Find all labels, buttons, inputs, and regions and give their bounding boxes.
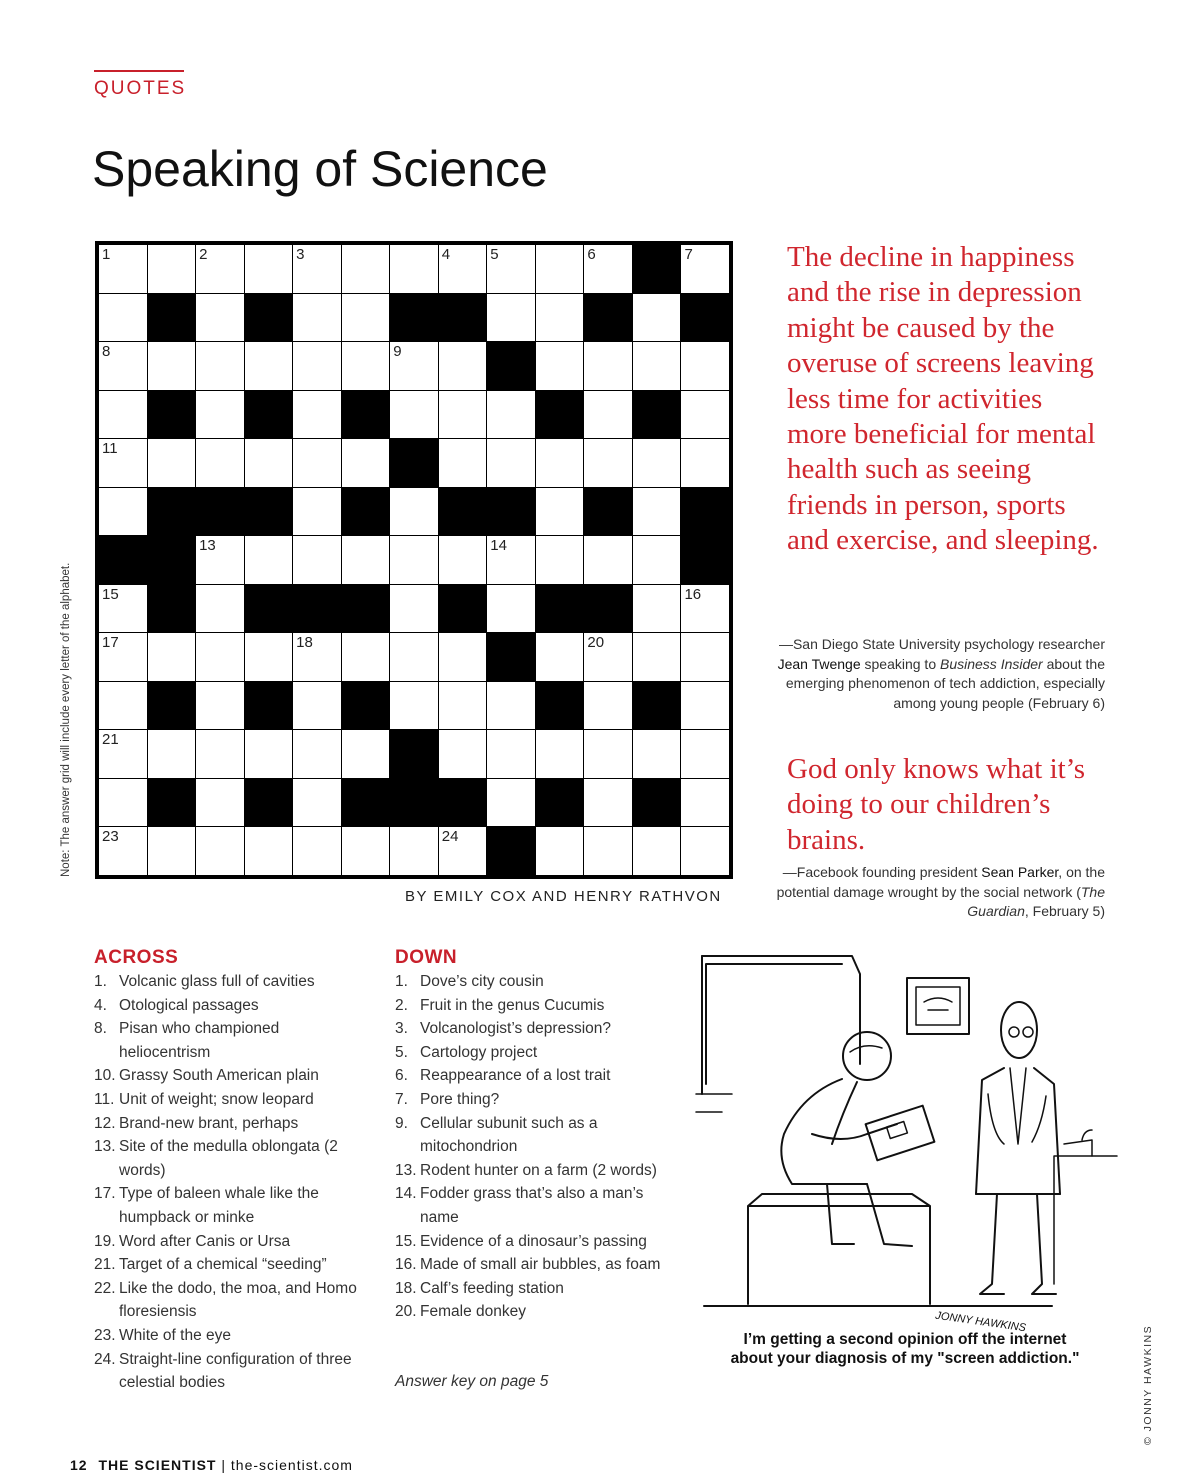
grid-cell[interactable] [390,536,438,584]
grid-cell[interactable] [536,245,584,293]
grid-cell[interactable] [293,536,341,584]
grid-cell[interactable] [390,245,438,293]
across-clue: 11. Unit of weight; snow leopard [94,1090,314,1108]
grid-cell[interactable] [487,536,535,584]
grid-block [245,682,293,730]
grid-cell[interactable] [487,682,535,730]
grid-cell[interactable] [148,827,196,875]
down-clue: 20. Female donkey [395,1303,526,1321]
cartoon-illustration [692,944,1122,1324]
down-clue: 5. Cartology project [395,1043,538,1061]
down-clue: 6. Reappearance of a lost trait [395,1067,611,1085]
section-rule [94,70,184,72]
grid-cell[interactable] [681,585,729,633]
grid-cell[interactable] [148,342,196,390]
grid-cell[interactable] [245,439,293,487]
grid-block [148,294,196,342]
grid-block [148,779,196,827]
grid-block [245,488,293,536]
grid-block [99,536,147,584]
clue-number: 18 [296,634,313,652]
grid-block [536,391,584,439]
grid-block [633,682,681,730]
grid-cell[interactable] [245,536,293,584]
attribution-parker: —Facebook founding president Sean Parker, on the potential damage wrought by the social network (The Guardian, February 5) [776,864,1105,919]
grid-cell[interactable] [584,245,632,293]
grid-cell[interactable] [245,342,293,390]
grid-block [390,779,438,827]
grid-cell[interactable] [536,488,584,536]
grid-cell[interactable] [681,682,729,730]
grid-cell[interactable] [196,536,244,584]
grid-cell[interactable] [99,342,147,390]
across-clue: 17. Type of baleen whale like the humpback or minke [94,1185,319,1226]
page-number: 12 [70,1457,88,1473]
grid-block [245,779,293,827]
grid-cell[interactable] [584,827,632,875]
grid-cell[interactable] [99,294,147,342]
grid-cell[interactable] [293,827,341,875]
clue-number: 8 [102,343,111,361]
clue-number: 21 [102,731,119,749]
section-label: QUOTES [94,78,187,99]
grid-cell[interactable] [342,342,390,390]
grid-block [536,585,584,633]
grid-cell[interactable] [536,827,584,875]
clue-number: 2 [199,246,208,263]
grid-cell[interactable] [390,585,438,633]
grid-block [439,779,487,827]
grid-block [584,294,632,342]
clue-number: 9 [393,343,402,361]
across-clue: 12. Brand-new brant, perhaps [94,1114,299,1132]
grid-cell[interactable] [293,633,341,681]
grid-cell[interactable] [633,633,681,681]
grid-cell[interactable] [439,633,487,681]
grid-block [245,585,293,633]
grid-cell[interactable] [99,439,147,487]
grid-block [584,488,632,536]
grid-cell[interactable] [439,536,487,584]
across-clue: 21. Target of a chemical “seeding” [94,1256,327,1274]
grid-cell[interactable] [584,439,632,487]
grid-cell[interactable] [487,294,535,342]
grid-cell[interactable] [633,730,681,778]
grid-cell[interactable] [245,245,293,293]
grid-cell[interactable] [293,342,341,390]
grid-cell[interactable] [439,682,487,730]
grid-cell[interactable] [536,342,584,390]
grid-cell[interactable] [536,439,584,487]
grid-cell[interactable] [99,730,147,778]
grid-cell[interactable] [196,245,244,293]
grid-block [148,536,196,584]
grid-cell[interactable] [390,633,438,681]
grid-cell[interactable] [342,730,390,778]
grid-cell[interactable] [681,827,729,875]
grid-block [536,779,584,827]
clue-number: 3 [296,246,305,263]
cartoon-signature: JONNY HAWKINS [934,1309,1027,1335]
down-clue-list [395,970,685,1324]
grid-block [633,391,681,439]
grid-cell[interactable] [439,730,487,778]
grid-cell[interactable] [584,779,632,827]
grid-cell[interactable] [245,730,293,778]
grid-cell[interactable] [487,730,535,778]
grid-cell[interactable] [245,633,293,681]
down-heading: DOWN [395,947,458,968]
grid-cell[interactable] [99,488,147,536]
grid-block [487,633,535,681]
grid-cell[interactable] [99,682,147,730]
down-clue: 1. Dove’s city cousin [395,973,544,990]
grid-cell[interactable] [196,827,244,875]
grid-cell[interactable] [681,391,729,439]
grid-cell[interactable] [196,633,244,681]
grid-block [245,294,293,342]
across-clue: 4. Otological passages [94,996,259,1014]
across-clue: 24. Straight-line configuration of three celestial bodies [94,1350,352,1392]
grid-block [390,294,438,342]
cartoon-credit: © JONNY HAWKINS [1142,1324,1154,1445]
clue-number: 4 [441,246,451,263]
grid-block [390,730,438,778]
grid-cell[interactable] [681,245,729,293]
grid-cell[interactable] [681,342,729,390]
across-clue: 22. Like the dodo, the moa, and Homo floresiensis [94,1279,357,1321]
grid-cell[interactable] [390,682,438,730]
grid-cell[interactable] [99,827,147,875]
grid-block [487,342,535,390]
grid-block [342,779,390,827]
cartoon-caption: I’m getting a second opinion off the internet about your diagnosis of my "screen addiction." [730,1331,1080,1367]
clue-number: 16 [684,585,702,603]
across-clue: 10. Grassy South American plain [94,1067,319,1085]
across-clue: 13. Site of the medulla oblongata (2 words) [94,1138,338,1179]
grid-block [487,827,535,875]
clue-number: 15 [102,585,119,603]
crossword-grid [95,241,733,879]
grid-cell[interactable] [390,488,438,536]
grid-cell[interactable] [584,633,632,681]
grid-cell[interactable] [293,391,341,439]
crossword-byline: BY EMILY COX AND HENRY RATHVON [405,888,722,905]
grid-cell[interactable] [342,439,390,487]
grid-cell[interactable] [390,827,438,875]
grid-cell[interactable] [633,439,681,487]
grid-block [633,245,681,293]
grid-cell[interactable] [487,439,535,487]
grid-block [148,682,196,730]
grid-block [681,294,729,342]
page-footer [70,1457,353,1473]
grid-cell[interactable] [681,730,729,778]
grid-cell[interactable] [293,682,341,730]
grid-cell[interactable] [633,294,681,342]
grid-block [342,488,390,536]
grid-block [584,585,632,633]
grid-cell[interactable] [584,391,632,439]
grid-block [148,488,196,536]
down-clue: 14. Fodder grass that’s also a man’s name [395,1185,644,1226]
page-title: Speaking of Science [92,141,548,197]
grid-block [342,682,390,730]
grid-block [148,391,196,439]
grid-cell[interactable] [487,585,535,633]
clue-number: 1 [102,246,111,263]
grid-block [148,585,196,633]
grid-cell[interactable] [293,245,341,293]
clue-number: 7 [684,246,693,263]
grid-cell[interactable] [390,342,438,390]
grid-cell[interactable] [536,294,584,342]
down-clue: 15. Evidence of a dinosaur’s passing [395,1232,647,1250]
grid-cell[interactable] [196,585,244,633]
grid-cell[interactable] [439,827,487,875]
grid-cell[interactable] [536,536,584,584]
grid-cell[interactable] [584,536,632,584]
grid-cell[interactable] [196,730,244,778]
grid-cell[interactable] [487,245,535,293]
grid-cell[interactable] [633,342,681,390]
grid-cell[interactable] [196,391,244,439]
grid-cell[interactable] [99,633,147,681]
down-clue: 7. Pore thing? [395,1090,500,1108]
grid-cell[interactable] [536,633,584,681]
clue-number: 23 [102,828,119,846]
magazine-name: THE SCIENTIST [98,1457,217,1473]
grid-cell[interactable] [536,730,584,778]
grid-cell[interactable] [99,779,147,827]
across-clue: 23. White of the eye [94,1326,232,1344]
grid-cell[interactable] [342,633,390,681]
down-clue: 18. Calf’s feeding station [395,1279,564,1297]
grid-block [293,585,341,633]
grid-cell[interactable] [99,391,147,439]
grid-cell[interactable] [487,779,535,827]
grid-block [681,488,729,536]
down-clue: 3. Volcanologist’s depression? [395,1020,612,1038]
grid-cell[interactable] [342,827,390,875]
clue-number: 17 [102,634,119,652]
crossword-note: Note: The answer grid will include every letter of the alphabet. [60,562,72,877]
down-clue: 13. Rodent hunter on a farm (2 words) [395,1161,657,1179]
grid-cell[interactable] [196,682,244,730]
quote-parker: God only knows what it’s doing to our children’s brains. [787,753,1086,856]
grid-cell[interactable] [633,536,681,584]
grid-cell[interactable] [439,391,487,439]
grid-cell[interactable] [681,779,729,827]
clue-number: 5 [490,246,499,263]
grid-cell[interactable] [633,488,681,536]
grid-cell[interactable] [439,245,487,293]
down-clue: 2. Fruit in the genus Cucumis [395,996,605,1014]
grid-cell[interactable] [584,342,632,390]
answer-key-note: Answer key on page 5 [395,1373,549,1390]
grid-cell[interactable] [293,294,341,342]
across-clue: 1. Volcanic glass full of cavities [94,973,315,990]
clue-number: 13 [199,537,216,555]
grid-cell[interactable] [439,342,487,390]
grid-cell[interactable] [245,827,293,875]
grid-cell[interactable] [148,439,196,487]
grid-block [536,682,584,730]
grid-block [342,391,390,439]
grid-cell[interactable] [148,245,196,293]
clue-number: 24 [441,828,459,846]
grid-block [439,488,487,536]
down-clue: 16. Made of small air bubbles, as foam [395,1256,661,1274]
grid-cell[interactable] [196,439,244,487]
grid-block [633,779,681,827]
magazine-url[interactable]: | the-scientist.com [221,1457,353,1473]
grid-cell[interactable] [633,827,681,875]
grid-block [390,439,438,487]
grid-cell[interactable] [196,342,244,390]
grid-cell[interactable] [681,439,729,487]
grid-cell[interactable] [342,294,390,342]
grid-block [196,488,244,536]
grid-cell[interactable] [390,391,438,439]
grid-cell[interactable] [633,585,681,633]
clue-number: 11 [102,440,118,458]
grid-block [681,536,729,584]
clue-number: 6 [587,246,596,263]
grid-block [439,294,487,342]
quote-twenge: The decline in happiness and the rise in depression might be caused by the overuse of screens leaving less time for activities more beneficial for mental health such as seeing friends in person, sports and exercise, and sleeping. [787,241,1099,557]
grid-cell[interactable] [681,633,729,681]
across-clue-list [94,970,364,1395]
grid-cell[interactable] [99,585,147,633]
grid-cell[interactable] [342,536,390,584]
across-heading: ACROSS [94,947,179,968]
grid-cell[interactable] [439,439,487,487]
grid-cell[interactable] [293,488,341,536]
grid-block [439,585,487,633]
grid-cell[interactable] [148,730,196,778]
grid-cell[interactable] [99,245,147,293]
down-clue: 9. Cellular subunit such as a mitochondrion [395,1114,598,1156]
grid-cell[interactable] [196,294,244,342]
across-clue: 8. Pisan who championed heliocentrism [94,1020,280,1061]
attribution-twenge: —San Diego State University psychology researcher Jean Twenge speaking to Business Insider about the emerging phenomenon of tech addiction, especially among young people (February 6) [777,636,1105,711]
clue-number: 20 [587,634,605,652]
grid-cell[interactable] [293,779,341,827]
grid-cell[interactable] [293,730,341,778]
across-clue: 19. Word after Canis or Ursa [94,1232,291,1250]
grid-cell[interactable] [584,682,632,730]
grid-cell[interactable] [584,730,632,778]
grid-cell[interactable] [487,391,535,439]
grid-block [487,488,535,536]
grid-block [245,391,293,439]
grid-cell[interactable] [342,245,390,293]
grid-block [342,585,390,633]
grid-cell[interactable] [293,439,341,487]
clue-number: 14 [490,537,507,555]
grid-cell[interactable] [196,779,244,827]
grid-cell[interactable] [148,633,196,681]
